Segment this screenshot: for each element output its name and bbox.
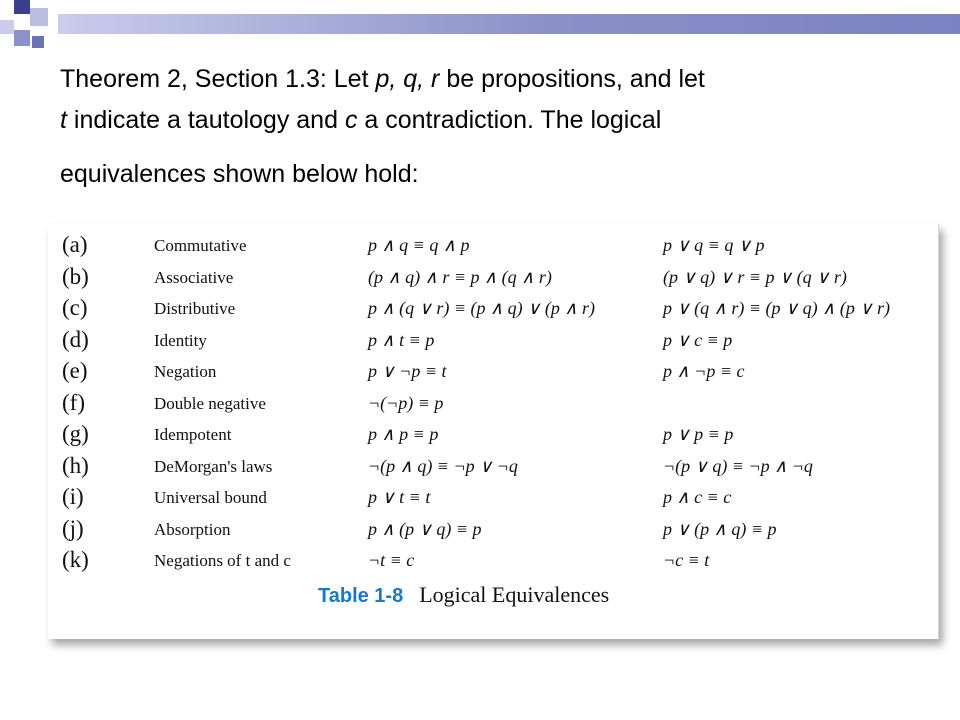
table-row <box>48 421 938 452</box>
row-name: Negation <box>154 362 217 381</box>
decor-square <box>30 8 48 26</box>
heading-var-t: t <box>60 106 67 134</box>
row-key: (c) <box>62 295 88 320</box>
row-name: Double negative <box>154 393 266 413</box>
row-key: (d) <box>62 326 89 352</box>
table-row <box>48 358 938 389</box>
row-equivalence-right: p ∧ ¬p ≡ c <box>663 361 745 381</box>
row-equivalence-right: p ∧ c ≡ c <box>663 487 732 507</box>
heading-vars: p, q, r <box>375 65 440 93</box>
row-key: (g) <box>62 421 89 446</box>
heading-line-2 <box>60 103 920 137</box>
row-key: (k) <box>62 547 89 572</box>
row-key: (h) <box>62 452 89 478</box>
row-key: (b) <box>62 263 89 289</box>
heading-text: a contradiction. The logical <box>357 106 662 134</box>
decor-square <box>0 20 14 34</box>
row-equivalence-right: p ∨ q ≡ q ∨ p <box>663 235 765 255</box>
row-key: (f) <box>62 389 85 415</box>
heading-line-3: equivalences shown below hold: <box>60 160 419 188</box>
heading-text: be propositions, and let <box>439 65 705 93</box>
table-row <box>48 327 938 358</box>
row-equivalence-left: p ∧ (p ∨ q) ≡ p <box>368 518 482 539</box>
row-key: (i) <box>62 484 84 509</box>
row-name: Absorption <box>154 519 231 539</box>
row-equivalence-right: p ∨ (p ∧ q) ≡ p <box>663 518 777 539</box>
row-name: Universal bound <box>154 488 267 507</box>
row-equivalence-right: p ∨ p ≡ p <box>663 424 734 444</box>
row-name: Commutative <box>154 236 247 255</box>
decor-square <box>14 0 30 14</box>
row-equivalence-right: (p ∨ q) ∨ r ≡ p ∨ (q ∨ r) <box>663 266 847 287</box>
row-equivalence-right: p ∨ c ≡ p <box>663 329 733 350</box>
row-equivalence-left: p ∧ p ≡ p <box>368 424 439 444</box>
row-equivalence-left: p ∨ ¬p ≡ t <box>368 361 447 381</box>
table-row <box>48 295 938 326</box>
row-equivalence-left: p ∧ q ≡ q ∧ p <box>368 235 470 255</box>
row-name: Identity <box>154 330 207 350</box>
row-name: Negations of t and c <box>154 551 291 570</box>
table-row <box>48 390 938 421</box>
row-equivalence-right: p ∨ (q ∧ r) ≡ (p ∨ q) ∧ (p ∨ r) <box>663 298 890 318</box>
row-name: Associative <box>154 267 234 287</box>
table-number: Table 1-8 <box>318 585 404 607</box>
title-banner <box>58 14 960 34</box>
table-row <box>48 264 938 295</box>
row-equivalence-left: p ∧ t ≡ p <box>368 329 435 350</box>
row-equivalence-right: ¬(p ∨ q) ≡ ¬p ∧ ¬q <box>663 455 813 476</box>
row-equivalence-left: ¬(p ∧ q) ≡ ¬p ∨ ¬q <box>368 455 518 476</box>
row-equivalence-left: ¬t ≡ c <box>368 550 415 570</box>
row-equivalence-left: p ∨ t ≡ t <box>368 487 431 507</box>
row-key: (a) <box>62 232 88 257</box>
heading-var-c: c <box>344 106 358 134</box>
decor-square <box>14 30 30 46</box>
table-row <box>48 232 938 263</box>
table-row <box>48 547 938 578</box>
row-equivalence-left: ¬(¬p) ≡ p <box>368 392 444 413</box>
row-name: DeMorgan's laws <box>154 456 273 476</box>
row-name: Distributive <box>154 299 236 318</box>
heading-line-1 <box>60 62 920 96</box>
table-title: Logical Equivalences <box>419 582 610 607</box>
row-equivalence-left: p ∧ (q ∨ r) ≡ (p ∧ q) ∨ (p ∧ r) <box>368 298 595 318</box>
row-equivalence-left: (p ∧ q) ∧ r ≡ p ∧ (q ∧ r) <box>368 266 552 287</box>
decor-square <box>32 36 44 48</box>
row-equivalence-right: ¬c ≡ t <box>663 550 710 570</box>
row-name: Idempotent <box>154 425 232 444</box>
table-caption <box>318 582 609 608</box>
row-key: (j) <box>62 515 84 541</box>
equivalences-table <box>48 224 939 639</box>
row-key: (e) <box>62 358 88 383</box>
table-row <box>48 516 938 547</box>
heading-text: Theorem 2, Section 1.3: Let <box>60 65 376 93</box>
table-row <box>48 484 938 515</box>
heading-text: indicate a tautology and <box>66 106 345 134</box>
slide-heading <box>60 62 920 191</box>
table-row <box>48 453 938 484</box>
